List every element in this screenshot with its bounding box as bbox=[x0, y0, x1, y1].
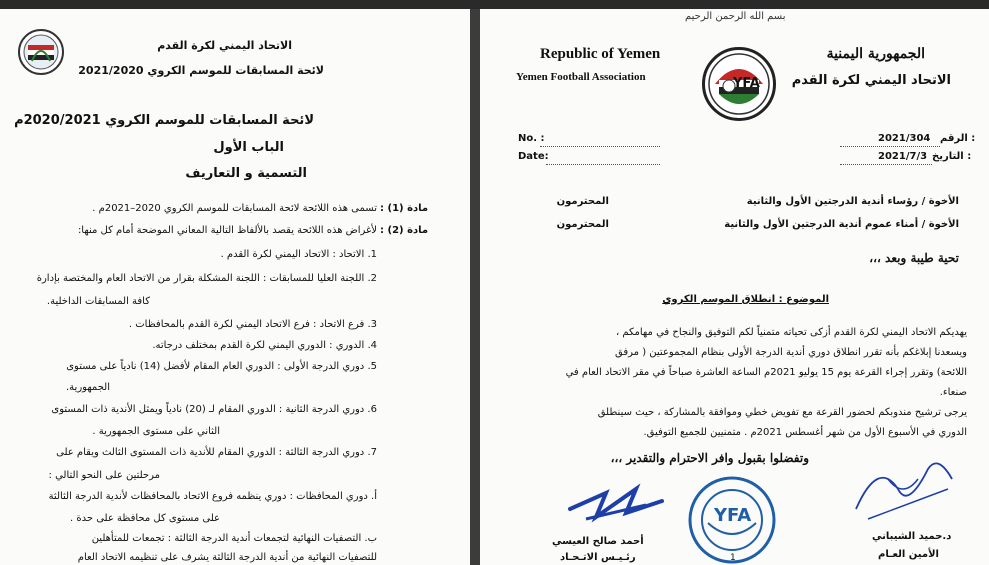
clause1-number: مادة (1) : bbox=[380, 203, 429, 214]
left-document-page bbox=[0, 9, 470, 565]
list-item: للتصفيات النهائية من أندية الدرجة الثالثة يشرف على تنظيمه الاتحاد العام bbox=[77, 552, 377, 563]
secretary-signature bbox=[848, 449, 958, 529]
secretary-title: الأمين العـام bbox=[878, 549, 939, 560]
body-line: الدوري في الأسبوع الأول من شهر أغسطس 2021م . متمنيين للجميع التوفيق. bbox=[643, 427, 967, 438]
addressee-1: الأخوة / رؤساء أندية الدرجتين الأول والثانية bbox=[746, 196, 959, 207]
yfa-emblem-logo bbox=[702, 47, 776, 121]
list-item: على مستوى كل محافظة على حدة . bbox=[70, 513, 220, 524]
window-top-bar bbox=[0, 0, 989, 9]
list-item: 6. دوري الدرجة الثانية : الدوري المقام لـ (20) نادياً ويمثل الأندية ذات المستوى bbox=[51, 404, 377, 415]
no-underline bbox=[540, 146, 660, 147]
body-line: يرجى ترشيح مندوبكم لحضور القرعة مع تفويض خطي وموافقة بالمشاركة ، حيث سينطلق bbox=[597, 407, 967, 418]
right-document-page bbox=[480, 9, 989, 565]
president-title: رئـيـس الاتـحـاد bbox=[560, 552, 636, 563]
left-header-line1: الاتحاد اليمني لكرة القدم bbox=[157, 39, 292, 52]
list-item: الثاني على مستوى الجمهورية . bbox=[92, 426, 220, 437]
body-line: اللائحة) وتقرر إجراء القرعة يوم 15 يوليو 2021م الساعة العاشرة صباحاً في مقر الاتحاد العام في bbox=[565, 367, 967, 378]
list-item: 4. الدوري : الدوري اليمني لكرة القدم بمختلف درجاته. bbox=[152, 340, 377, 351]
date-value: 2021/7/3 bbox=[878, 151, 928, 162]
stamp-yfa-text: YFA bbox=[714, 505, 752, 526]
yfa-stamp bbox=[686, 475, 778, 565]
clause1-text: تسمى هذه اللائحة لائحة المسابقات للموسم الكروي 2020–2021م . bbox=[92, 203, 377, 214]
emblem-yfa-text: YFA bbox=[733, 76, 760, 91]
respected-2: المحترمون bbox=[556, 219, 609, 230]
clause2-text: لأغراض هذه اللائحة يقصد بالألفاظ التالية المعاني الموضحة أمام كل منها: bbox=[77, 225, 377, 236]
subject-line: الموضوع : انطلاق الموسم الكروي bbox=[662, 294, 829, 305]
republic-ar: الجمهورية اليمنية bbox=[826, 46, 925, 62]
date-ar-underline bbox=[840, 164, 932, 165]
left-title: لائحة المسابقات للموسم الكروي 2020/2021م bbox=[14, 113, 314, 128]
list-item: 3. فرع الاتحاد : فرع الاتحاد اليمني لكرة القدم بالمحافظات . bbox=[128, 319, 377, 330]
respected-1: المحترمون bbox=[556, 196, 609, 207]
list-item: 7. دوري الدرجة الثالثة : الدوري المقام للأندية ذات المستوى الثالث ويقام على bbox=[56, 447, 377, 458]
list-item: ب. التصفيات النهائية لتجمعات أندية الدرجة الثالثة : تجمعات للمتأهلين bbox=[91, 533, 377, 544]
no-label: No. : bbox=[518, 133, 545, 144]
body-line: يهديكم الاتحاد اليمني لكرة القدم أزكى تحياته متمنياً لكم التوفيق والنجاح في مهامكم ، bbox=[615, 327, 967, 338]
date-underline bbox=[546, 164, 660, 165]
list-item: مرحلتين على النحو التالي : bbox=[48, 470, 160, 481]
list-item: 2. اللجنة العليا للمسابقات : اللجنة المشكلة بقرار من الاتحاد العام والمختصة بإدارة bbox=[36, 273, 377, 284]
ref-label: الرقم : bbox=[940, 133, 976, 144]
list-item: 1. الاتحاد : الاتحاد اليمني لكرة القدم . bbox=[220, 249, 377, 260]
date-label: Date: bbox=[518, 151, 549, 162]
clause2-number: مادة (2) : bbox=[380, 225, 429, 236]
list-item: كافة المسابقات الداخلية. bbox=[46, 296, 150, 307]
addressee-2: الأخوة / أمناء عموم أندية الدرجتين الأول والثانية bbox=[724, 219, 959, 230]
ref-value: 2021/304 bbox=[878, 133, 931, 144]
yfa-ar: الاتحاد اليمني لكرة القدم bbox=[791, 73, 951, 88]
left-chapter: الباب الأول bbox=[213, 140, 284, 155]
left-header-line2: لائحة المسابقات للموسم الكروي 2021/2020 bbox=[78, 64, 324, 77]
list-item: 5. دوري الدرجة الأولى : الدوري العام المقام لأفضل (14) نادياً على مستوى bbox=[66, 361, 377, 372]
left-chapter-sub: التسمية و التعاريف bbox=[185, 166, 307, 181]
president-signature bbox=[566, 479, 666, 529]
list-item: الجمهورية. bbox=[66, 382, 110, 393]
president-name: أحمد صالح العيسي bbox=[552, 536, 644, 547]
date-ar-label: التاريخ : bbox=[932, 151, 972, 162]
yfa-logo bbox=[18, 29, 64, 75]
republic-en: Republic of Yemen bbox=[540, 46, 661, 62]
yfa-en: Yemen Football Association bbox=[516, 71, 646, 83]
closing-line: وتفضلوا بقبول وافر الاحترام والتقدير ،،، bbox=[610, 451, 809, 465]
page-number: 1 bbox=[730, 553, 736, 563]
body-line: ويسعدنا إبلاغكم بأنه تقرر انطلاق دوري أندية الدرجة الأولى بنظام المجموعتين ( مرفق bbox=[615, 347, 967, 358]
list-item: أ. دوري المحافظات : دوري ينظمه فروع الاتحاد بالمحافظات لأندية الدرجة الثالثة bbox=[48, 491, 377, 502]
body-line: صنعاء. bbox=[939, 387, 967, 398]
secretary-name: د.حميد الشيباني bbox=[872, 531, 952, 542]
basmala: بسم الله الرحمن الرحيم bbox=[685, 11, 786, 22]
greeting: تحية طيبة وبعد ،،، bbox=[869, 251, 959, 265]
ref-underline bbox=[840, 146, 940, 147]
